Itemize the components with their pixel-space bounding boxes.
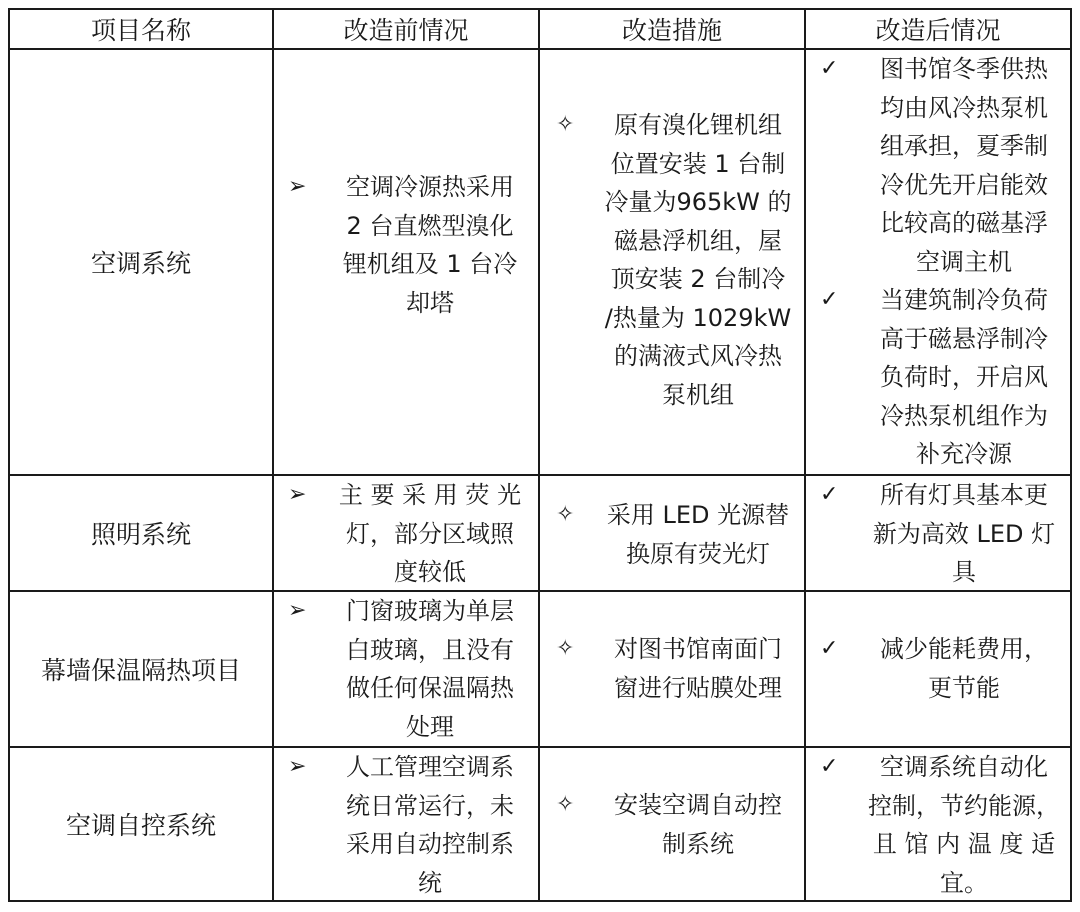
rule-right bbox=[1070, 8, 1072, 902]
row-name: 空调自控系统 bbox=[65, 811, 216, 840]
diamond-bullet-icon: ✧ bbox=[556, 636, 575, 661]
bullet-text: 减少能耗费用， 更节能 bbox=[880, 635, 1048, 702]
diamond-bullet-icon: ✧ bbox=[556, 502, 575, 527]
bullet-text: 所有灯具基本更 新为高效 LED 灯 具 bbox=[872, 481, 1056, 586]
bullet-item bbox=[806, 50, 1070, 281]
row-name: 幕墙保温隔热项目 bbox=[40, 656, 241, 685]
bullet-text: 原有溴化锂机组 位置安装 1 台制 冷量为965kW 的 磁悬浮机组，屋 顶安装 2 台制冷 /热量为 1029kW 的满液式风冷热 泵机组 bbox=[604, 111, 792, 409]
header-measure: 改造措施 bbox=[621, 16, 722, 45]
bullet-item bbox=[540, 106, 804, 414]
row-name: 照明系统 bbox=[90, 520, 191, 549]
bullet-text: 人工管理空调系 统日常运行，未 采用自动控制系 统 bbox=[346, 753, 514, 897]
bullet-item bbox=[806, 630, 1070, 707]
bullet-item bbox=[806, 476, 1070, 590]
bullet-item bbox=[274, 476, 538, 590]
header-after: 改造后情况 bbox=[875, 16, 1001, 45]
bullet-text: 安装空调自动控 制系统 bbox=[614, 791, 782, 858]
diamond-bullet-icon: ✧ bbox=[556, 112, 575, 137]
bullet-item bbox=[540, 496, 804, 573]
bullet-text: 门窗玻璃为单层 白玻璃，且没有 做任何保温隔热 处理 bbox=[346, 597, 514, 741]
check-bullet-icon: ✓ bbox=[820, 287, 839, 312]
arrow-bullet-icon: ➢ bbox=[288, 482, 307, 507]
header-project-name: 项目名称 bbox=[90, 16, 191, 45]
bullet-text: 图书馆冬季供热 均由风冷热泵机 组承担，夏季制 冷优先开启能效 比较高的磁基浮 空调主机 bbox=[880, 55, 1048, 276]
bullet-text: 对图书馆南面门 窗进行贴膜处理 bbox=[614, 635, 782, 702]
check-bullet-icon: ✓ bbox=[820, 56, 839, 81]
bullet-text: 空调系统自动化 控制，节约能源， 且 馆 内 温 度 适 宜。 bbox=[868, 753, 1060, 897]
row-name: 空调系统 bbox=[90, 249, 191, 278]
bullet-text: 主 要 采 用 荧 光 灯，部分区域照 度较低 bbox=[338, 481, 522, 586]
check-bullet-icon: ✓ bbox=[820, 482, 839, 507]
bullet-item bbox=[806, 748, 1070, 900]
retrofit-table bbox=[8, 8, 1072, 902]
bullet-item bbox=[274, 592, 538, 746]
arrow-bullet-icon: ➢ bbox=[288, 174, 307, 199]
check-bullet-icon: ✓ bbox=[820, 754, 839, 779]
arrow-bullet-icon: ➢ bbox=[288, 754, 307, 779]
diamond-bullet-icon: ✧ bbox=[556, 792, 575, 817]
check-bullet-icon: ✓ bbox=[820, 636, 839, 661]
bullet-text: 当建筑制冷负荷 高于磁悬浮制冷 负荷时，开启风 冷热泵机组作为 补充冷源 bbox=[880, 286, 1048, 468]
arrow-bullet-icon: ➢ bbox=[288, 598, 307, 623]
bullet-item bbox=[540, 630, 804, 707]
bullet-item bbox=[274, 168, 538, 322]
bullet-item bbox=[540, 786, 804, 863]
header-before: 改造前情况 bbox=[343, 16, 469, 45]
bullet-item bbox=[274, 748, 538, 900]
bullet-text: 采用 LED 光源替 换原有荧光灯 bbox=[606, 501, 790, 568]
bullet-text: 空调冷源热采用 2 台直燃型溴化 锂机组及 1 台冷 却塔 bbox=[342, 173, 518, 317]
bullet-item bbox=[806, 281, 1070, 474]
